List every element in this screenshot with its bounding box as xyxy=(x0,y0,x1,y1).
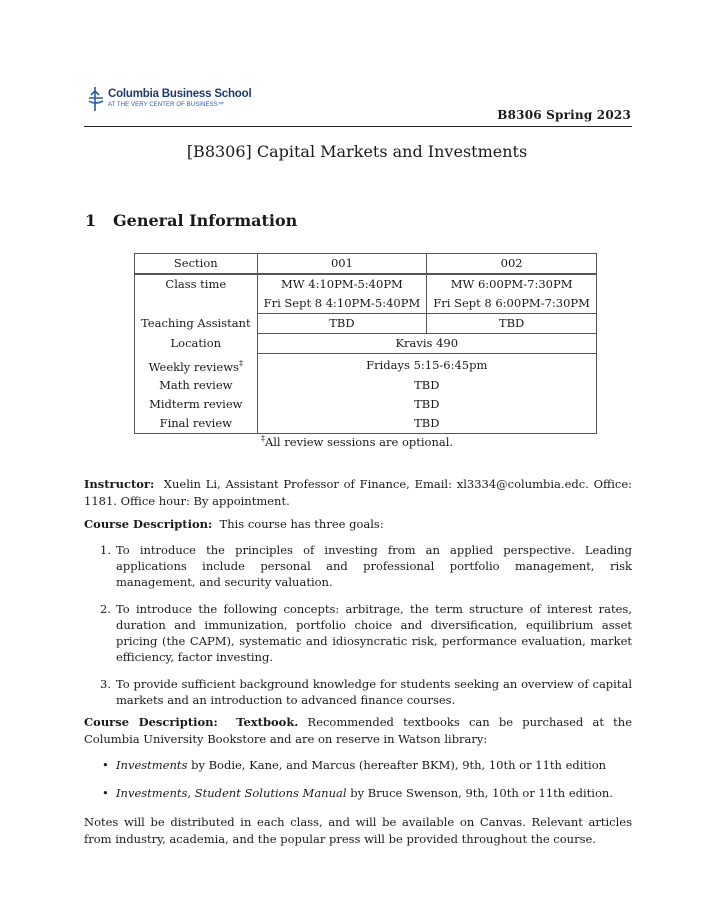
table-cell: TBD xyxy=(414,416,440,431)
footnote-text: All review sessions are optional. xyxy=(264,434,454,449)
course-description-label: Course Description: xyxy=(84,517,213,531)
table-cell: TBD xyxy=(427,314,597,334)
instructor-text: Xuelin Li, Assistant Professor of Finance, Email: xl3334@columbia.edc. Office: 1181. Office hour: By appointment. xyxy=(84,477,633,508)
book-details: by Bodie, Kane, and Marcus (hereafter BKM), 9th, 10th or 11th edition xyxy=(187,758,607,772)
course-code-header: B8306 Spring 2023 xyxy=(497,108,631,122)
table-cell: Kravis 490 xyxy=(257,334,596,354)
table-header-row xyxy=(135,254,597,275)
logo-name: Columbia Business School xyxy=(108,88,252,100)
instructor-label: Instructor: xyxy=(84,477,155,491)
bullet-icon: • xyxy=(102,786,109,800)
course-description-intro: This course has three goals: xyxy=(219,517,384,531)
row-label: Midterm review xyxy=(135,395,258,414)
list-text: To provide sufficient background knowledge for students seeking an overview of capital markets and an introduction to advanced finance courses. xyxy=(116,677,632,707)
table-cell: TBD xyxy=(414,397,440,412)
goals-list xyxy=(84,542,632,719)
columbia-crown-logo-icon xyxy=(86,86,106,112)
list-item xyxy=(84,676,632,708)
section-number: 1 xyxy=(85,211,97,230)
book-title: Investments xyxy=(116,758,188,772)
footnote-mark: ‡ xyxy=(260,434,265,443)
list-number: 3. xyxy=(100,677,111,691)
instructor-paragraph xyxy=(84,476,632,510)
list-text: To introduce the following concepts: arbitrage, the term structure of interest rates, duration and immunization, portfolio choice and diversification, equilibrium asset pricing (the CAPM), systematic and idiosyncratic risk, performance evaluation, market efficiency, factor investing. xyxy=(116,602,632,664)
list-number: 2. xyxy=(100,602,111,616)
table-cell: Fri Sept 8 6:00PM-7:30PM xyxy=(433,296,590,310)
footnote-mark: ‡ xyxy=(238,358,243,368)
list-item xyxy=(84,542,632,590)
notes-paragraph: Notes will be distributed in each class, and will be available on Canvas. Relevant articles from industry, academia, and the popular press will be provided throughout the course. xyxy=(84,815,632,846)
table-row xyxy=(135,274,597,294)
course-description-paragraph xyxy=(84,516,632,533)
row-label xyxy=(135,294,258,314)
section-title: General Information xyxy=(113,211,298,230)
logo-tagline: AT THE VERY CENTER OF BUSINESS™ xyxy=(108,102,224,108)
row-label: Math review xyxy=(135,376,258,395)
table-row xyxy=(135,354,597,377)
table-row xyxy=(135,376,597,395)
table-row xyxy=(135,294,597,314)
table-row xyxy=(135,314,597,334)
book-details: by Bruce Swenson, 9th, 10th or 11th edition. xyxy=(346,786,613,800)
table-row xyxy=(135,334,597,354)
list-item xyxy=(84,757,632,773)
list-text: To introduce the principles of investing from an applied perspective. Leading applications include personal and professional portfolio management, risk management, and security valuation. xyxy=(116,543,632,589)
row-label: Teaching Assistant xyxy=(135,314,258,334)
header-cell: Section xyxy=(135,254,258,275)
list-item xyxy=(84,785,632,801)
table-cell: TBD xyxy=(414,378,440,393)
schedule-table xyxy=(134,253,597,434)
header-divider xyxy=(84,126,632,127)
header-cell: 001 xyxy=(257,254,427,275)
row-label-text: Weekly reviews xyxy=(148,359,239,374)
table-cell: Fridays 5:15-6:45pm xyxy=(257,354,596,377)
table-row xyxy=(135,395,597,414)
table-cell: Fri Sept 8 4:10PM-5:40PM xyxy=(257,294,427,314)
table-cell: TBD xyxy=(257,314,427,334)
header-cell: 002 xyxy=(427,254,597,275)
textbook-sublabel: Textbook. xyxy=(236,715,299,729)
table-cell: MW 4:10PM-5:40PM xyxy=(257,274,427,294)
list-item xyxy=(84,601,632,665)
row-label xyxy=(135,354,258,377)
book-title: Investments, Student Solutions Manual xyxy=(116,786,347,800)
row-label: Class time xyxy=(135,274,258,294)
columbia-business-school-logo xyxy=(86,86,256,114)
table-row xyxy=(135,414,597,434)
table-cell: MW 6:00PM-7:30PM xyxy=(427,274,597,294)
row-label: Final review xyxy=(135,414,258,434)
bullet-icon: • xyxy=(102,758,109,772)
page-title: [B8306] Capital Markets and Investments xyxy=(186,142,528,161)
textbook-paragraph xyxy=(84,714,632,748)
textbook-list xyxy=(84,757,632,813)
textbook-text: Recommended textbooks can be purchased at the Columbia University Bookstore and are on reserve in Watson library: xyxy=(84,715,633,746)
textbook-label: Course Description: xyxy=(84,715,218,729)
list-number: 1. xyxy=(100,543,111,557)
row-label: Location xyxy=(135,334,258,354)
table-footnote xyxy=(0,434,714,449)
